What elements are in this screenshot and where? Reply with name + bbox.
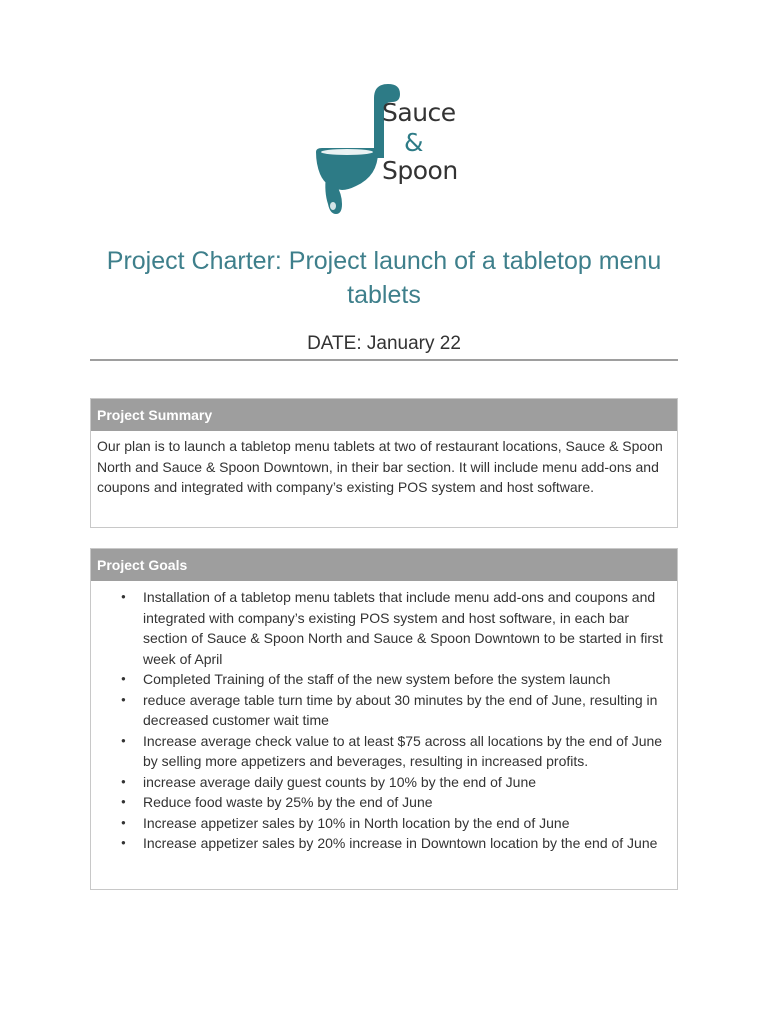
goals-list bbox=[91, 581, 677, 854]
goal-item: ● reduce average table turn time by about 30 minutes by the end of June, resulting in decreased customer wait time bbox=[143, 690, 669, 731]
goal-item: ● Increase average check value to at least $75 across all locations by the end of June by selling more appetizers and beverages, resulting in increased profits. bbox=[143, 731, 669, 772]
logo-word-sauce: Sauce bbox=[382, 98, 456, 127]
logo bbox=[312, 80, 458, 220]
goal-item: ● Completed Training of the staff of the new system before the system launch bbox=[143, 669, 669, 690]
page-title: Project Charter: Project launch of a tabletop menu tablets bbox=[106, 247, 662, 309]
logo-ampersand: & bbox=[404, 128, 424, 157]
project-goals-section bbox=[90, 548, 678, 890]
project-summary-section bbox=[90, 398, 678, 528]
title-divider bbox=[90, 359, 678, 361]
project-goals-header: Project Goals bbox=[91, 549, 677, 581]
goal-item: ● Increase appetizer sales by 20% increase in Downtown location by the end of June bbox=[143, 833, 669, 854]
goal-item: ● Reduce food waste by 25% by the end of June bbox=[143, 792, 669, 813]
goal-item: ● increase average daily guest counts by 10% by the end of June bbox=[143, 772, 669, 793]
project-summary-header: Project Summary bbox=[91, 399, 677, 431]
logo-word-spoon: Spoon bbox=[382, 156, 458, 185]
goal-item: ● Increase appetizer sales by 10% in North location by the end of June bbox=[143, 813, 669, 834]
date-line: DATE: January 22 bbox=[307, 333, 461, 354]
goal-item: ● Installation of a tabletop menu tablets that include menu add-ons and coupons and integrated with company’s existing POS system and host software, in each bar section of Sauce & Spoon North and Sauce & Spoon Downtown to be started in first week of April bbox=[143, 587, 669, 669]
project-summary-body: Our plan is to launch a tabletop menu tablets at two of restaurant locations, Sauce & Spoon North and Sauce & Spoon Downtown, in their bar section. It will include menu add-ons and coupons and integrated with company’s existing POS system and host software. bbox=[97, 438, 663, 495]
